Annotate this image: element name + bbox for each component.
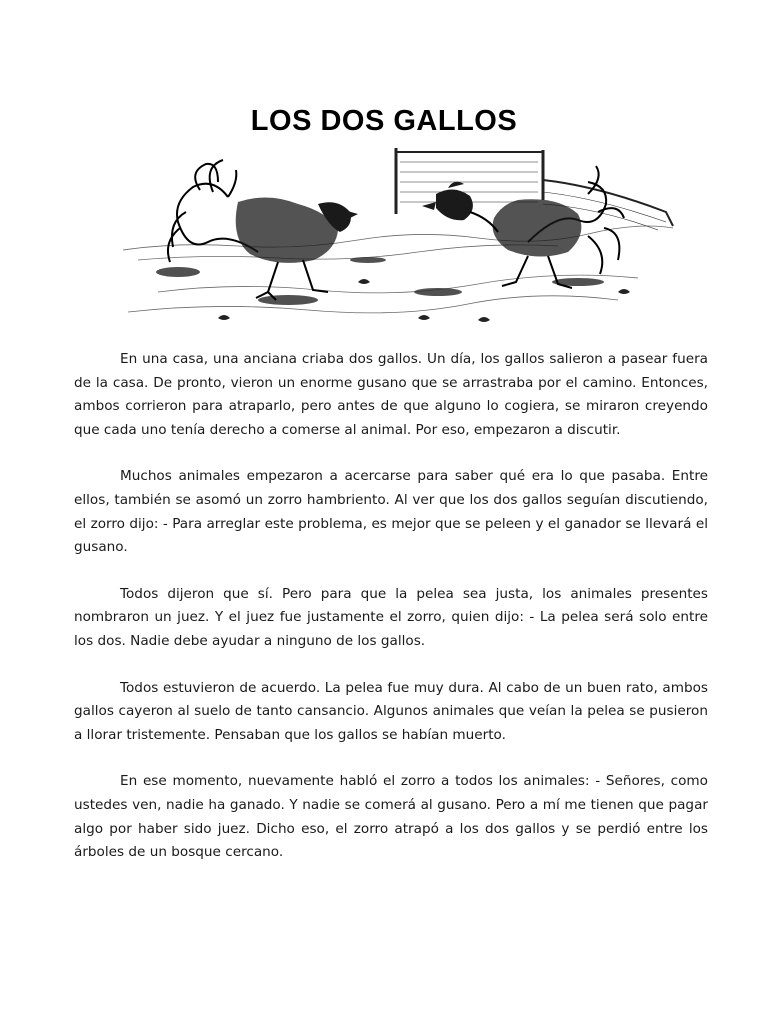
story-body <box>74 348 708 888</box>
paragraph: Todos estuvieron de acuerdo. La pelea fue muy dura. Al cabo de un buen rato, ambos gallos cayeron al suelo de tanto cansancio. Algunos animales que veían la pelea se pusieron a llorar tristemente. Pensaban que los gallos se habían muerto. <box>74 679 708 743</box>
paragraph: En una casa, una anciana criaba dos gallos. Un día, los gallos salieron a pasear fuera de la casa. De pronto, vieron un enorme gusano que se arrastraba por el camino. Entonces, ambos corrieron para atraparlo, pero antes de que alguno lo cogiera, se miraron creyendo que cada uno tenía derecho a comerse al animal. Por eso, empezaron a discutir. <box>74 351 708 438</box>
two-roosters-illustration-icon <box>118 142 678 342</box>
paragraph: En ese momento, nuevamente habló el zorro a todos los animales: - Señores, como ustedes ven, nadie ha ganado. Y nadie se comerá al gusano. Pero a mí me tienen que pagar algo por haber sido juez. Dicho eso, el zorro atrapó a los dos gallos y se perdió entre los árboles de un bosque cercano. <box>74 773 708 861</box>
paragraph: Muchos animales empezaron a acercarse para saber qué era lo que pasaba. Entre ellos, también se asomó un zorro hambriento. Al ver que los dos gallos seguían discutiendo, el zorro dijo: - Para arreglar este problema, es mejor que se peleen y el ganador se llevará el gusano. <box>74 468 708 556</box>
document-title: LOS DOS GALLOS <box>250 105 518 138</box>
paragraph: Todos dijeron que sí. Pero para que la pelea sea justa, los animales presentes nombraron un juez. Y el juez fue justamente el zorro, quien dijo: - La pelea será solo entre los dos. Nadie debe ayudar a ninguno de los gallos. <box>74 585 708 649</box>
